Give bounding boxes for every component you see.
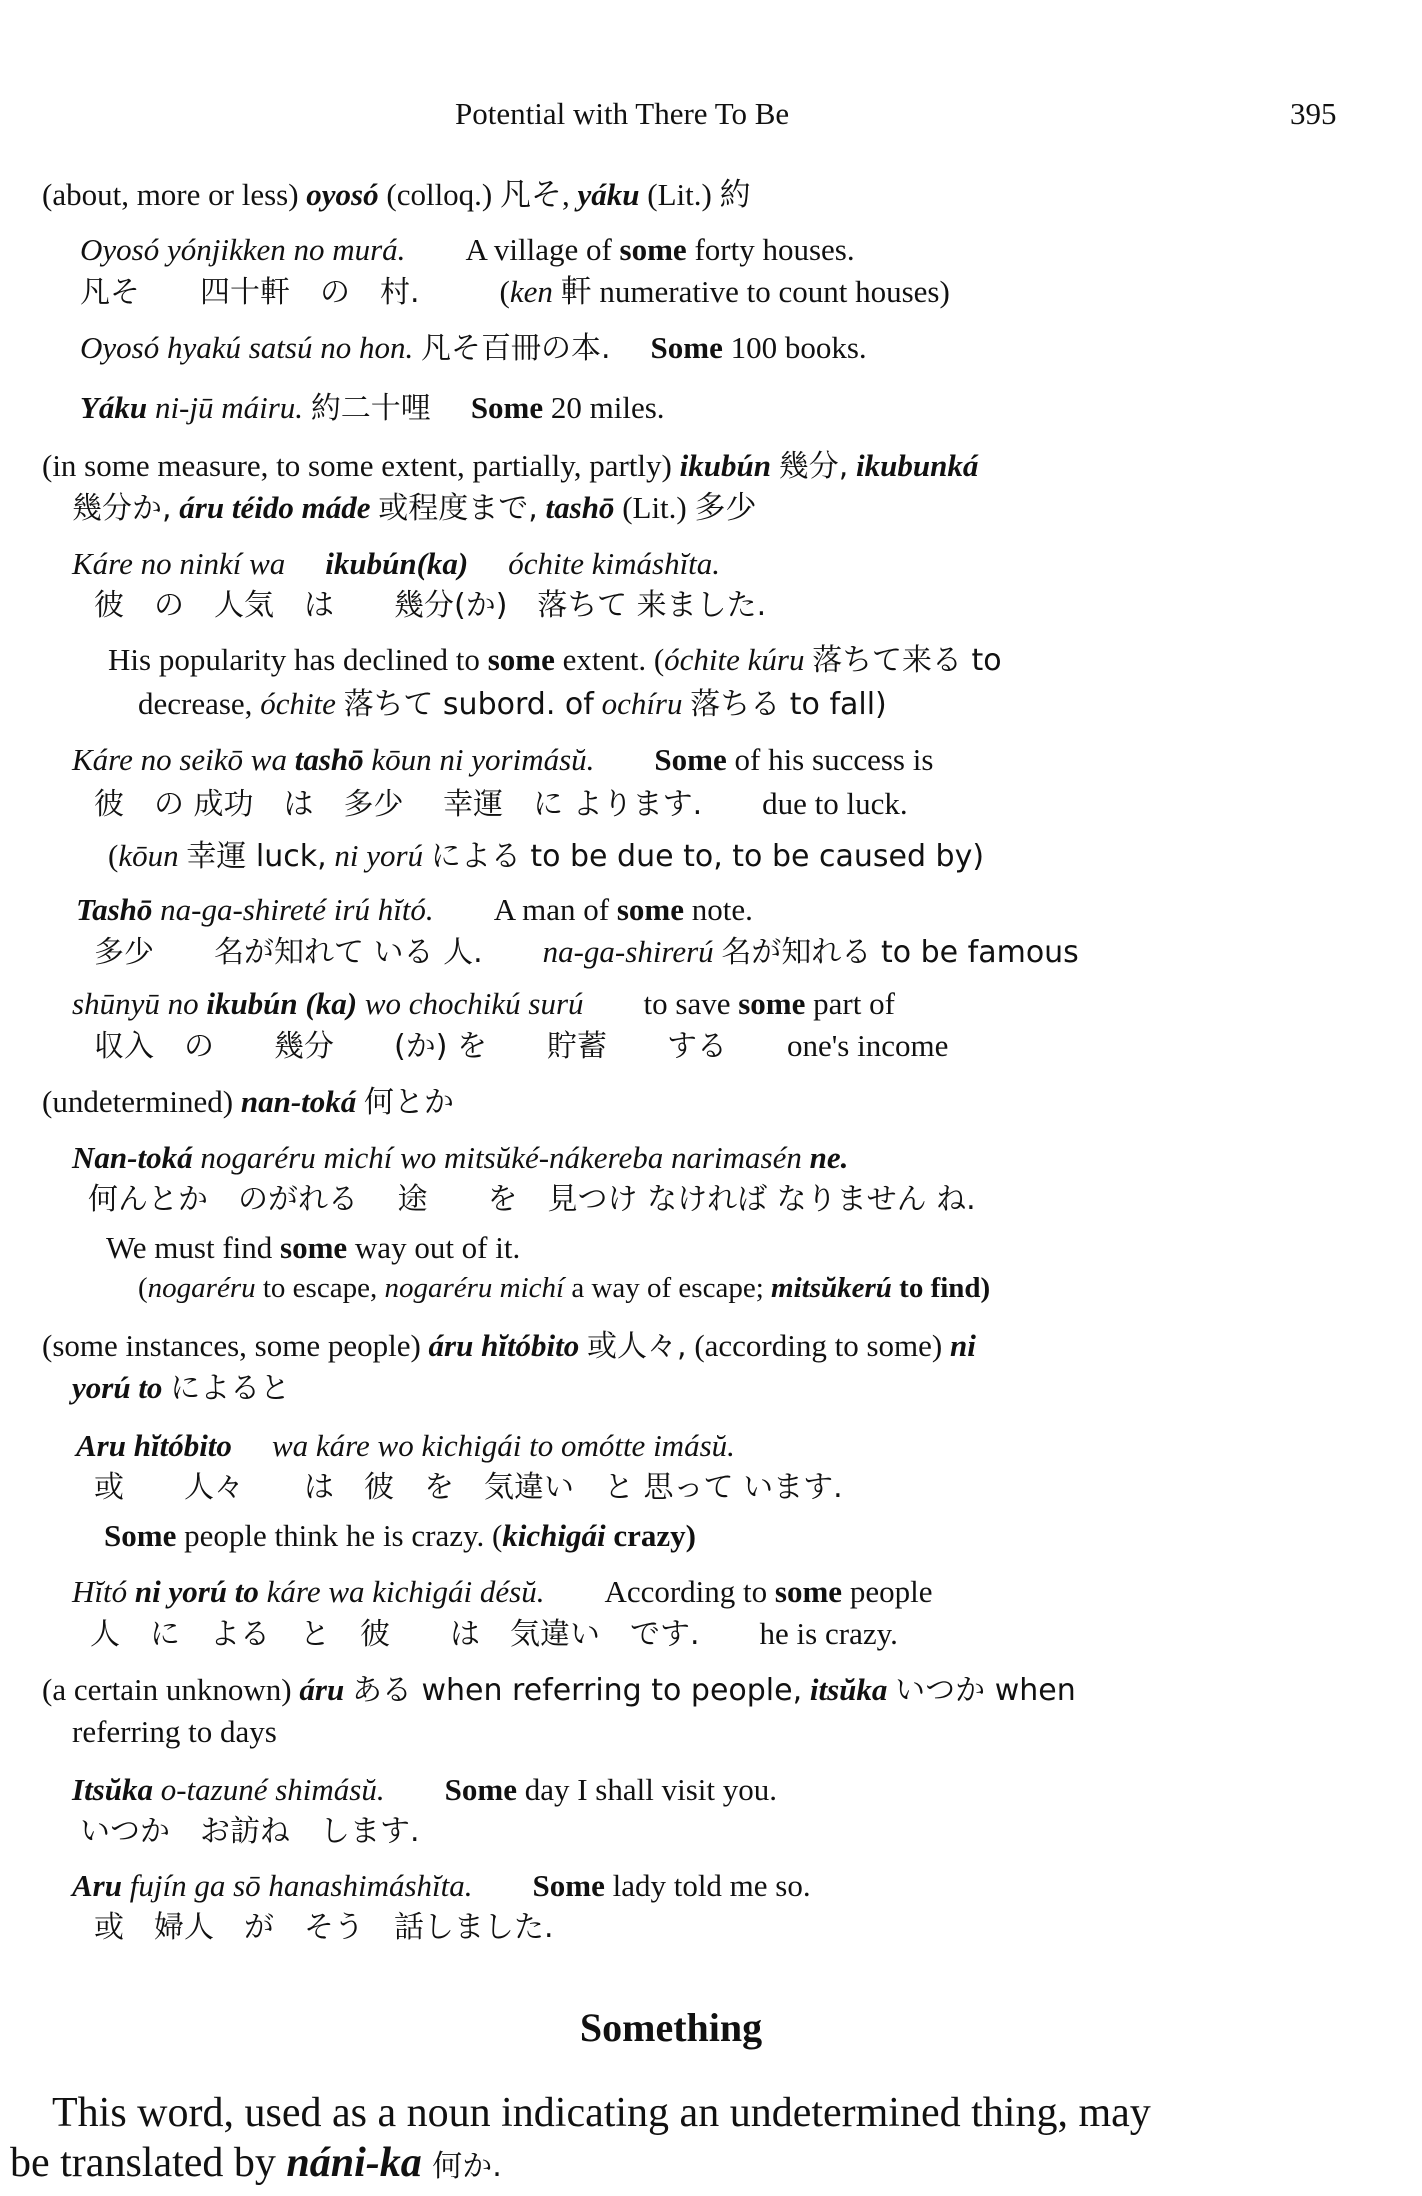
example-yaku-miles: Yáku ni-jū máiru. 約二十哩 Some 20 miles. — [80, 390, 665, 426]
entry-certain-unknown: (a certain unknown) áru ある when referring to people, itsŭka いつか when — [42, 1672, 1076, 1708]
entry-undetermined: (undetermined) nan-toká 何とか — [42, 1084, 455, 1120]
example-tasho: Tashō na-ga-shireté irú hĭtó. A man of some note. — [76, 892, 753, 927]
example-itsuka-jp: いつか お訪ね します. — [80, 1814, 420, 1849]
example-aru-fujin-jp: 或 婦人 が そう 話しました. — [94, 1910, 554, 1945]
example-hito-ni-yoru-jp: 人 に よる と 彼 は 気違い です. he is crazy. — [90, 1616, 898, 1652]
entry-certain-unknown-cont: referring to days — [72, 1714, 277, 1749]
example-ninki-jp: 彼 の 人気 は 幾分(か) 落ちて 来ました. — [94, 588, 767, 623]
example-nantoka-note: (nogaréru to escape, nogaréru michí a way of escape; mitsŭkerú to find) — [138, 1272, 991, 1304]
entry-some-measure: (in some measure, to some extent, partially, partly) ikubún 幾分, ikubunká — [42, 448, 979, 484]
example-oyoso-village: Oyosó yónjikken no murá. A village of some forty houses. — [80, 232, 855, 267]
example-ninki-translation: His popularity has declined to some extent. (óchite kúru 落ちて来る to — [108, 642, 1002, 678]
page-number: 395 — [1290, 96, 1337, 131]
example-ninki: Káre no ninkí wa ikubún(ka) óchite kimáshĭta. — [72, 546, 721, 581]
section-paragraph-line1: This word, used as a noun indicating an undetermined thing, may — [52, 2090, 1151, 2136]
example-seiko: Káre no seikō wa tashō kōun ni yorimásŭ. Some of his success is — [72, 742, 934, 777]
section-paragraph-line2: be translated by náni-ka 何か. — [10, 2140, 502, 2186]
example-oyoso-village-jp: 凡そ 四十軒 の 村. (ken 軒 numerative to count houses) — [80, 274, 950, 310]
example-nantoka-translation: We must find some way out of it. — [106, 1230, 521, 1265]
entry-about: (about, more or less) oyosó (colloq.) 凡そ, yáku (Lit.) 約 — [42, 177, 751, 212]
example-hitobito-jp: 或 人々 は 彼 を 気違い と 思って います. — [94, 1470, 843, 1505]
example-itsuka: Itsŭka o-tazuné shimásŭ. Some day I shall visit you. — [72, 1772, 777, 1807]
example-tasho-jp: 多少 名が知れて いる 人. na-ga-shirerú 名が知れる to be famous — [94, 934, 1079, 970]
example-nantoka-jp: 何んとか のがれる 途 を 見つけ なければ なりません ね. — [88, 1182, 976, 1217]
example-hito-ni-yoru: Hĭtó ni yorú to káre wa kichigái désŭ. According to some people — [72, 1574, 933, 1609]
example-seiko-note: (kōun 幸運 luck, ni yorú による to be due to, to be caused by) — [108, 838, 985, 874]
example-hitobito: Aru hĭtóbito wa káre wo kichigái to omótte imásŭ. — [76, 1428, 735, 1463]
entry-some-instances-cont: yorú to によると — [72, 1370, 291, 1406]
entry-some-measure-cont: 幾分か, áru téido máde 或程度まで, tashō (Lit.) 多少 — [72, 490, 757, 526]
example-nantoka: Nan-toká nogaréru michí wo mitsŭké-nákereba narimasén ne. — [72, 1140, 849, 1175]
example-hitobito-translation: Some people think he is crazy. (kichigái crazy) — [104, 1518, 696, 1553]
example-ninki-note: decrease, óchite 落ちて subord. of ochíru 落ちる to fall) — [138, 686, 887, 722]
example-seiko-jp: 彼 の 成功 は 多少 幸運 に よります. due to luck. — [94, 786, 908, 822]
entry-some-instances: (some instances, some people) áru hĭtóbito 或人々, (according to some) ni — [42, 1328, 976, 1364]
example-shunyu-jp: 収入 の 幾分 (か) を 貯蓄 する one's income — [94, 1028, 949, 1064]
example-shunyu: shūnyū no ikubún (ka) wo chochikú surú to save some part of — [72, 986, 895, 1021]
example-aru-fujin: Aru fujín ga sō hanashimáshĭta. Some lady told me so. — [72, 1868, 811, 1903]
running-title: Potential with There To Be — [455, 96, 790, 131]
example-oyoso-books: Oyosó hyakú satsú no hon. 凡そ百冊の本. Some 100 books. — [80, 330, 867, 366]
section-heading: Something — [579, 2005, 763, 2050]
